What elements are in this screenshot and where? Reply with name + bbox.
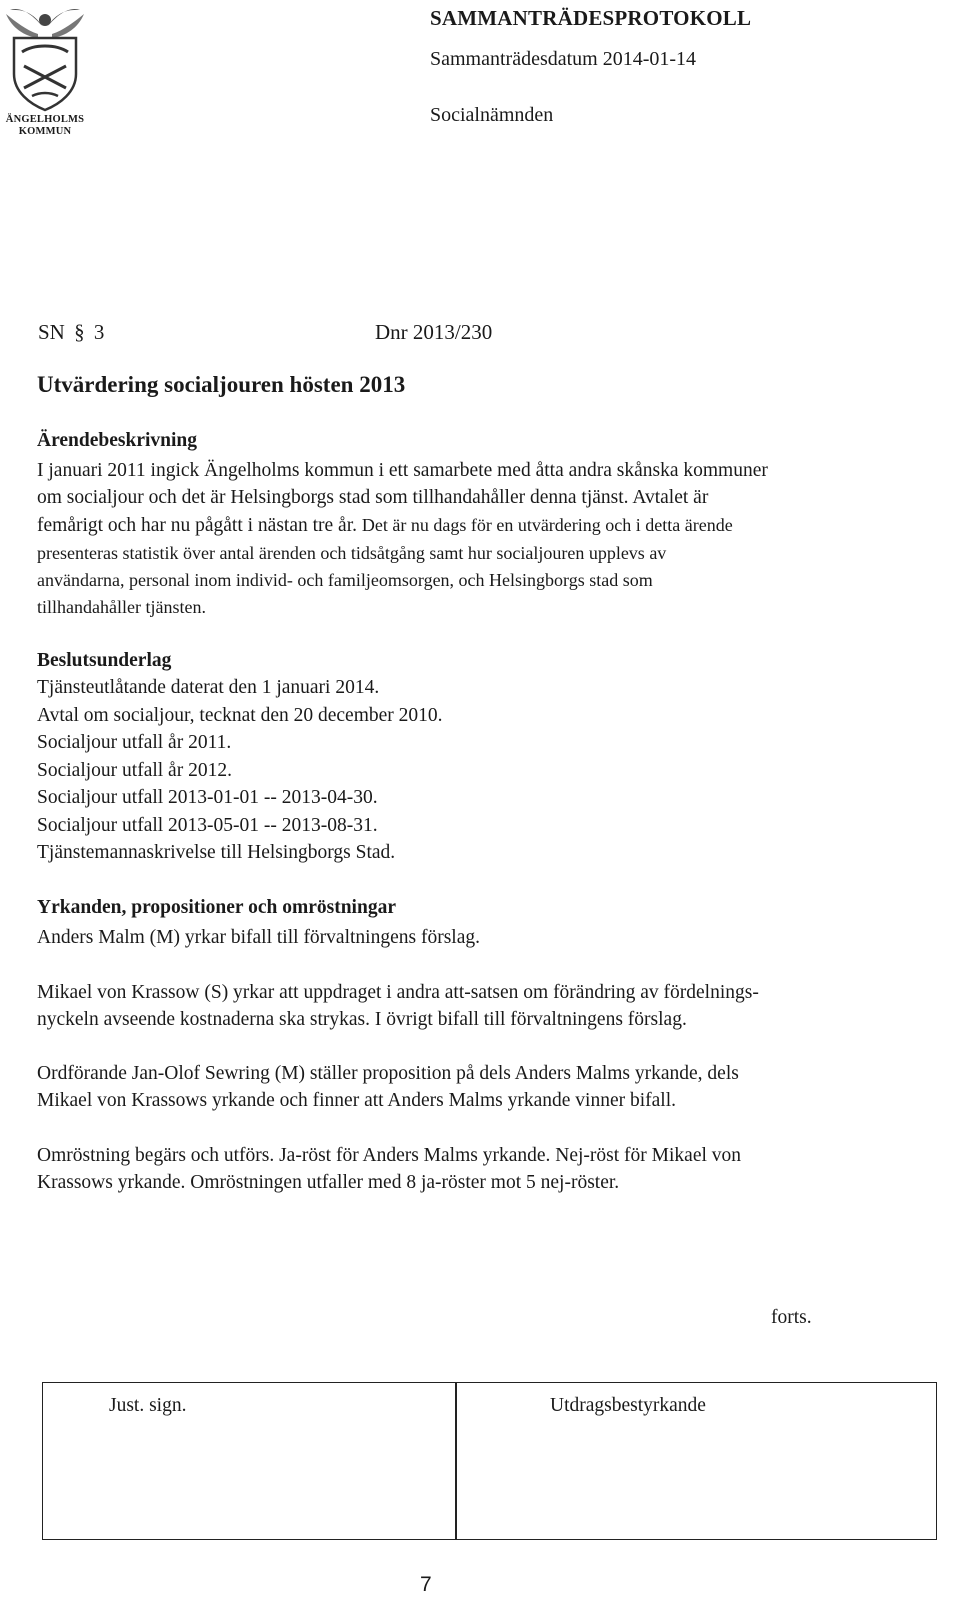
signature-box bbox=[42, 1382, 937, 1540]
yrkande-paragraph-1: Anders Malm (M) yrkar bifall till förvaltningens förslag. bbox=[37, 927, 480, 948]
arendebeskrivning-heading: Ärendebeskrivning bbox=[37, 430, 197, 451]
committee-name: Socialnämnden bbox=[430, 104, 554, 126]
list-item: Avtal om socialjour, tecknat den 20 december 2010. bbox=[37, 705, 443, 726]
yrkande-paragraph-2-line-1: Mikael von Krassow (S) yrkar att uppdraget i andra att-satsen om förändring av fördelnings- bbox=[37, 982, 759, 1003]
logo-text-line1: ÄNGELHOLMS bbox=[5, 114, 85, 125]
list-item: Socialjour utfall 2013-01-01 -- 2013-04-30. bbox=[37, 787, 378, 808]
proposition-paragraph-line-2: Mikael von Krassows yrkande och finner att Anders Malms yrkande vinner bifall. bbox=[37, 1090, 677, 1111]
case-title: Utvärdering socialjouren hösten 2013 bbox=[37, 372, 406, 397]
just-sign-label: Just. sign. bbox=[109, 1395, 187, 1416]
municipality-logo bbox=[2, 4, 88, 136]
list-item: Socialjour utfall 2013-05-01 -- 2013-08-31. bbox=[37, 815, 378, 836]
page-number: 7 bbox=[420, 1573, 432, 1596]
sn-prefix: SN bbox=[38, 320, 65, 344]
signature-divider bbox=[455, 1383, 457, 1539]
yrkande-paragraph-2-line-2: nyckeln avseende kostnaderna ska strykas. I övrigt bifall till förvaltningens förslag. bbox=[37, 1009, 687, 1030]
proposition-paragraph-line-1: Ordförande Jan-Olof Sewring (M) ställer proposition på dels Anders Malms yrkande, dels bbox=[37, 1063, 739, 1084]
case-number bbox=[38, 320, 104, 345]
yrkanden-heading: Yrkanden, propositioner och omröstningar bbox=[37, 897, 396, 918]
coat-of-arms-icon bbox=[2, 4, 88, 112]
list-item: Socialjour utfall år 2011. bbox=[37, 732, 232, 753]
logo-text-line2: KOMMUN bbox=[18, 126, 72, 137]
beslutsunderlag-heading: Beslutsunderlag bbox=[37, 650, 172, 671]
arende-line-4: presenteras statistik över antal ärenden och tidsåtgång samt hur socialjouren upplevs av bbox=[37, 543, 667, 563]
arende-line-2: om socialjour och det är Helsingborgs stad som tillhandahåller denna tjänst. Avtalet är bbox=[37, 487, 709, 508]
paragraph-number: 3 bbox=[93, 320, 105, 344]
arende-line-1: I januari 2011 ingick Ängelholms kommun i ett samarbete med åtta andra skånska kommuner bbox=[37, 460, 768, 481]
arende-line-3a: femårigt och har nu pågått i nästan tre år. bbox=[37, 515, 357, 536]
vote-paragraph-line-1: Omröstning begärs och utförs. Ja-röst för Anders Malms yrkande. Nej-röst för Mikael von bbox=[37, 1145, 742, 1166]
continued-label: forts. bbox=[771, 1307, 812, 1328]
diary-number: Dnr 2013/230 bbox=[375, 320, 493, 344]
arende-line-6: tillhandahåller tjänsten. bbox=[37, 597, 206, 617]
vote-paragraph-line-2: Krassows yrkande. Omröstningen utfaller med 8 ja-röster mot 5 nej-röster. bbox=[37, 1172, 620, 1193]
arende-line-5: användarna, personal inom individ- och familjeomsorgen, och Helsingborgs stad som bbox=[37, 570, 653, 590]
arende-line-3b: Det är nu dags för en utvärdering och i detta ärende bbox=[361, 515, 733, 535]
meeting-date: Sammanträdesdatum 2014-01-14 bbox=[430, 48, 697, 70]
utdragsbestyrkande-label: Utdragsbestyrkande bbox=[550, 1395, 706, 1416]
document-title: SAMMANTRÄDESPROTOKOLL bbox=[430, 6, 752, 30]
section-symbol: § bbox=[74, 320, 85, 344]
arende-line-3 bbox=[37, 512, 733, 539]
list-item: Tjänsteutlåtande daterat den 1 januari 2014. bbox=[37, 677, 380, 698]
list-item: Tjänstemannaskrivelse till Helsingborgs Stad. bbox=[37, 842, 396, 863]
list-item: Socialjour utfall år 2012. bbox=[37, 760, 232, 781]
